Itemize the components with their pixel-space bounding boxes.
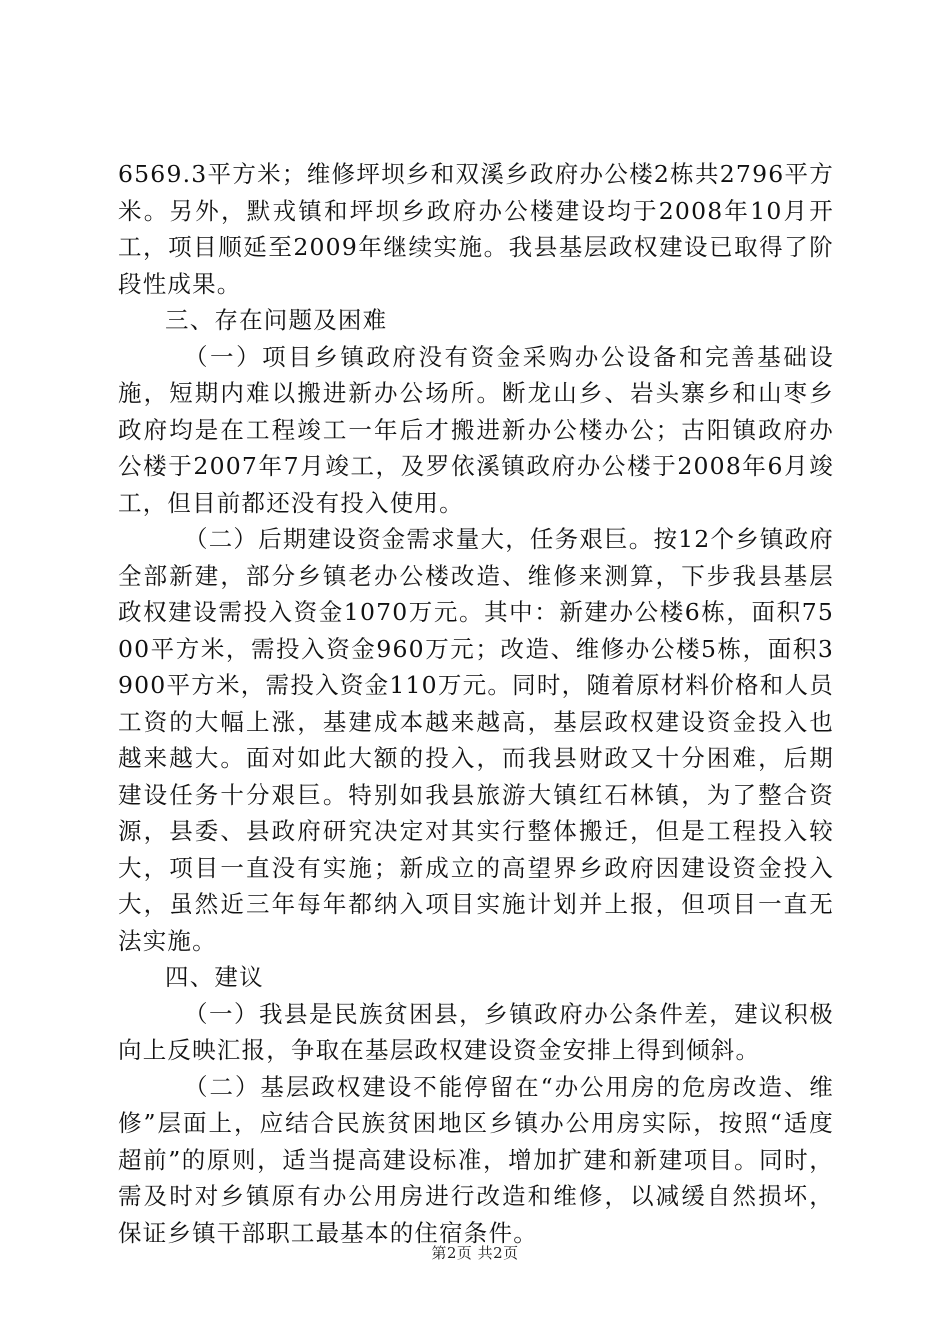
paragraph-suggestion-2: （二）基层政权建设不能停留在“办公用房的危房改造、维修”层面上，应结合民族贫困地区乡镇办公用房实际，按照“适度超前”的原则，适当提高建设标准，增加扩建和新建项目。同时，需及时对乡镇原有办公用房进行改造和维修，以减缓自然损坏，保证乡镇干部职工最基本的住宿条件。 — [118, 1072, 834, 1247]
paragraph-suggestion-1: （一）我县是民族贫困县，乡镇政府办公条件差，建议积极向上反映汇报，争取在基层政权建设资金安排上得到倾斜。 — [118, 999, 834, 1064]
paragraph-problem-1: （一）项目乡镇政府没有资金采购办公设备和完善基础设施，短期内难以搬进新办公场所。断龙山乡、岩头寨乡和山枣乡政府均是在工程竣工一年后才搬进新办公楼办公；古阳镇政府办公楼于2007年7月竣工，及罗依溪镇政府办公楼于2008年6月竣工，但目前都还没有投入使用。 — [118, 342, 834, 517]
section-heading-suggestions: 四、建议 — [165, 963, 264, 991]
page-number-footer: 第2页 共2页 — [431, 1244, 519, 1262]
paragraph-intro-continuation: 6569.3平方米；维修坪坝乡和双溪乡政府办公楼2栋共2796平方米。另外，默戎镇和坪坝乡政府办公楼建设均于2008年10月开工，项目顺延至2009年继续实施。我县基层政权建设已取得了阶段性成果。 — [118, 160, 834, 298]
section-heading-problems: 三、存在问题及困难 — [165, 306, 388, 334]
document-body — [118, 156, 834, 1251]
paragraph-problem-2: （二）后期建设资金需求量大，任务艰巨。按12个乡镇政府全部新建，部分乡镇老办公楼改造、维修来测算，下步我县基层政权建设需投入资金1070万元。其中：新建办公楼6栋，面积7500平方米，需投入资金960万元；改造、维修办公楼5栋，面积3900平方米，需投入资金110万元。同时，随着原材料价格和人员工资的大幅上涨，基建成本越来越高，基层政权建设资金投入也越来越大。面对如此大额的投入，而我县财政又十分困难，后期建设任务十分艰巨。特别如我县旅游大镇红石林镇，为了整合资源，县委、县政府研究决定对其实行整体搬迁，但是工程投入较大，项目一直没有实施；新成立的高望界乡政府因建设资金投入大，虽然近三年每年都纳入项目实施计划并上报，但项目一直无法实施。 — [118, 525, 834, 955]
